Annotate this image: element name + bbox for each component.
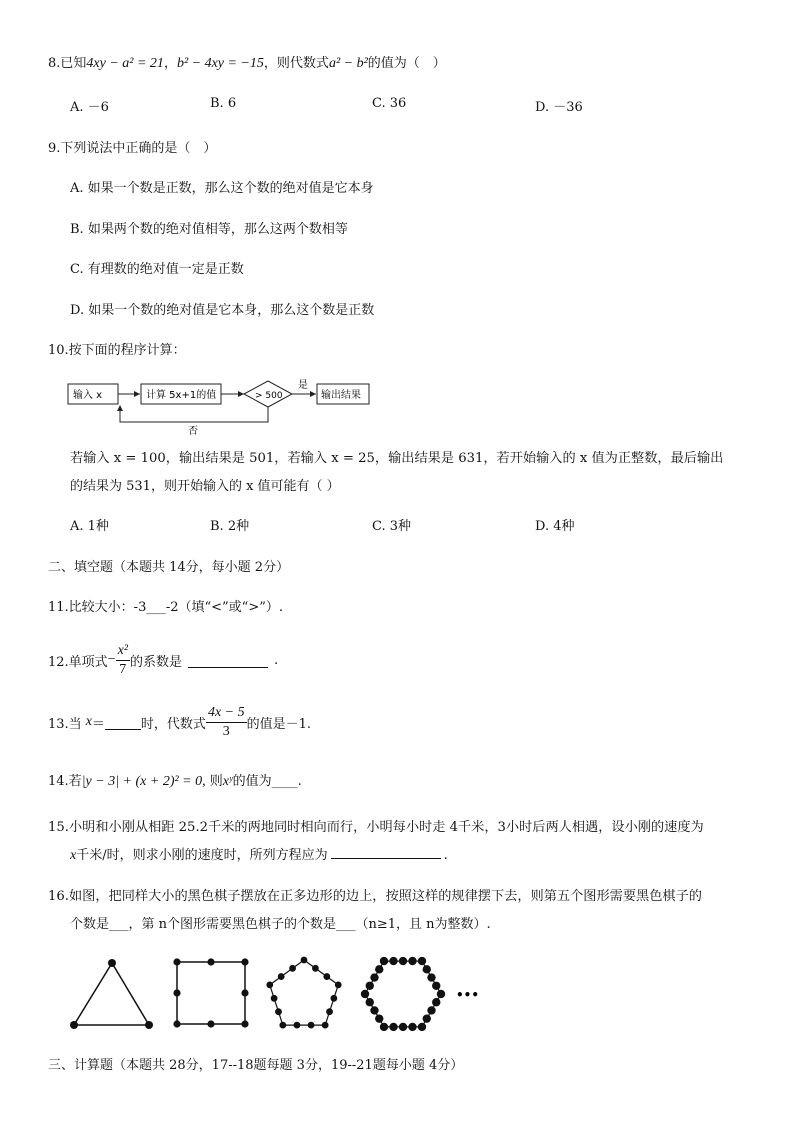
- stone: [427, 973, 435, 981]
- q8-expr2: b² − 4xy = −15: [176, 56, 264, 71]
- q12-den: 7: [119, 661, 127, 677]
- q13-fraction: [206, 704, 247, 741]
- stone: [330, 995, 337, 1002]
- q13-answer-blank[interactable]: [105, 715, 141, 730]
- stone: [399, 1023, 407, 1031]
- stone: [266, 981, 273, 988]
- q13-lead: 13.当: [48, 716, 82, 732]
- flow-output-label: 输出结果: [321, 390, 361, 401]
- flow-input-label: 输入 x: [73, 390, 103, 401]
- q13-mid: 时，代数式: [140, 716, 206, 732]
- q9-option-d: D. 如果一个数的绝对值是它本身，那么这个数是正数: [70, 303, 375, 318]
- q16-line2: 个数是___，第 n个图形需要黑色棋子的个数是___（n≥1，且 n为整数）.: [70, 917, 491, 932]
- stone: [271, 995, 278, 1002]
- q16-ellipsis: •••: [456, 988, 480, 1002]
- flow-condition-label: > 500: [255, 391, 283, 401]
- q11: 11.比较大小：-3___-2（填“<”或“>”）.: [48, 600, 284, 615]
- stone: [275, 1008, 282, 1015]
- q15-line1: 15.小明和小刚从相距 25.2千米的两地同时相向而行，小明每小时走 4千米，3小时后两人相遇，设小刚的速度为: [48, 820, 704, 835]
- q8-tail: 的值为（ ）: [367, 56, 446, 71]
- q14-expr: |y − 3| + (x + 2)² = 0,: [81, 774, 206, 789]
- q10-text-line2: 的结果为 531，则开始输入的 x 值可能有（ ）: [70, 479, 340, 494]
- q16-line1: 16.如图，把同样大小的黑色棋子摆放在正多边形的边上，按照这样的规律摆下去，则第五个图形需要黑色棋子的: [48, 889, 702, 904]
- stone: [437, 990, 445, 998]
- stone: [427, 1006, 435, 1014]
- stone: [423, 965, 431, 973]
- q8-expr1: 4xy − a² = 21: [86, 56, 164, 71]
- q8-option-b: B. 6: [210, 96, 237, 111]
- section-2-heading: 二、填空题（本题共 14分，每小题 2分）: [48, 560, 290, 575]
- stone: [366, 982, 374, 990]
- q14-lead: 14.若: [48, 774, 82, 789]
- stone: [389, 957, 397, 965]
- stone: [399, 957, 407, 965]
- stone: [366, 998, 374, 1006]
- q14: [48, 770, 302, 790]
- hexagon-figure: [361, 957, 445, 1031]
- stone: [432, 998, 440, 1006]
- stone: [308, 1022, 315, 1029]
- stone: [418, 957, 426, 965]
- triangle-figure: [70, 959, 153, 1029]
- stone: [389, 1023, 397, 1031]
- q12-lead: 12.单项式: [48, 654, 108, 670]
- q13-var: x: [85, 714, 92, 729]
- stone: [375, 965, 383, 973]
- flow-compute-label: 计算 5x+1的值: [146, 390, 217, 401]
- q8-lead: 8.已知: [48, 56, 87, 71]
- q12-tail: 的系数是: [130, 654, 183, 670]
- stone: [289, 965, 296, 972]
- q9-stem: 9.下列说法中正确的是（ ）: [48, 141, 217, 156]
- stone: [375, 1014, 383, 1022]
- q15-answer-blank[interactable]: [331, 844, 441, 859]
- q12: [48, 638, 278, 682]
- stone: [380, 957, 388, 965]
- q15-line2-text: 千米/时，则求小刚的速度时，所列方程应为: [76, 848, 328, 863]
- q15-end: .: [443, 848, 448, 863]
- flow-yes-label: 是: [298, 380, 308, 391]
- q8-option-c: C. 36: [372, 96, 407, 111]
- q12-fraction: [116, 642, 130, 679]
- stone: [279, 1022, 286, 1029]
- q16-figures: [60, 950, 500, 1040]
- stone: [380, 1023, 388, 1031]
- q8-option-a: A. －6: [70, 100, 109, 115]
- stone: [370, 1006, 378, 1014]
- q10-stem: 10.按下面的程序计算：: [48, 343, 186, 358]
- stone: [301, 957, 308, 964]
- stone: [312, 965, 319, 972]
- stone: [326, 1008, 333, 1015]
- q8-stem: [48, 52, 446, 72]
- square-figure: [173, 958, 248, 1027]
- stone: [361, 990, 369, 998]
- q8-mid: ，则代数式: [263, 56, 329, 71]
- q12-answer-blank[interactable]: [188, 653, 268, 668]
- q13-num: 4x − 5: [206, 704, 247, 723]
- q13-tail: 的值是－1.: [246, 716, 312, 732]
- flow-no-label: 否: [188, 426, 198, 437]
- q8-sep: ，: [163, 56, 177, 71]
- q10-text-line1: 若输入 x = 100，输出结果是 501，若输入 x = 25，输出结果是 631，若开始输入的 x 值为正整数，最后输出: [70, 451, 724, 466]
- stone: [322, 1022, 329, 1029]
- stone: [423, 1014, 431, 1022]
- q10-option-c: C. 3种: [372, 519, 412, 534]
- q14-pow: xʸ: [222, 774, 233, 789]
- stone: [294, 1022, 301, 1029]
- q10-option-b: B. 2种: [210, 519, 250, 534]
- q12-num: x²: [116, 642, 130, 661]
- stone: [408, 957, 416, 965]
- q10-option-a: A. 1种: [70, 519, 109, 534]
- q13-den: 3: [222, 723, 230, 739]
- q12-minus: −: [107, 652, 116, 667]
- stone: [323, 973, 330, 980]
- stone: [418, 1023, 426, 1031]
- q13-eq: ＝: [91, 716, 105, 732]
- section-3-heading: 三、计算题（本题共 28分，17--18题每题 3分，19--21题每小题 4分）: [48, 1058, 464, 1073]
- stone: [408, 1023, 416, 1031]
- stone: [278, 973, 285, 980]
- q9-option-b: B. 如果两个数的绝对值相等，那么这两个数相等: [70, 222, 348, 237]
- q14-mid: 则: [205, 774, 223, 789]
- stone: [432, 982, 440, 990]
- q9-option-a: A. 如果一个数是正数，那么这个数的绝对值是它本身: [70, 181, 374, 196]
- q14-tail: 的值为____.: [232, 774, 302, 789]
- stone: [335, 981, 342, 988]
- stone: [370, 973, 378, 981]
- q15-line2: [70, 844, 448, 864]
- q15-var: x: [70, 848, 77, 863]
- q8-expr3: a² − b²: [328, 56, 368, 71]
- q13: [48, 700, 311, 744]
- q10-option-d: D. 4种: [535, 519, 575, 534]
- q10-flowchart: [66, 378, 386, 437]
- q8-option-d: D. －36: [535, 100, 583, 115]
- pentagon-figure: [266, 957, 341, 1029]
- q12-end: .: [274, 652, 279, 668]
- q9-option-c: C. 有理数的绝对值一定是正数: [70, 262, 244, 277]
